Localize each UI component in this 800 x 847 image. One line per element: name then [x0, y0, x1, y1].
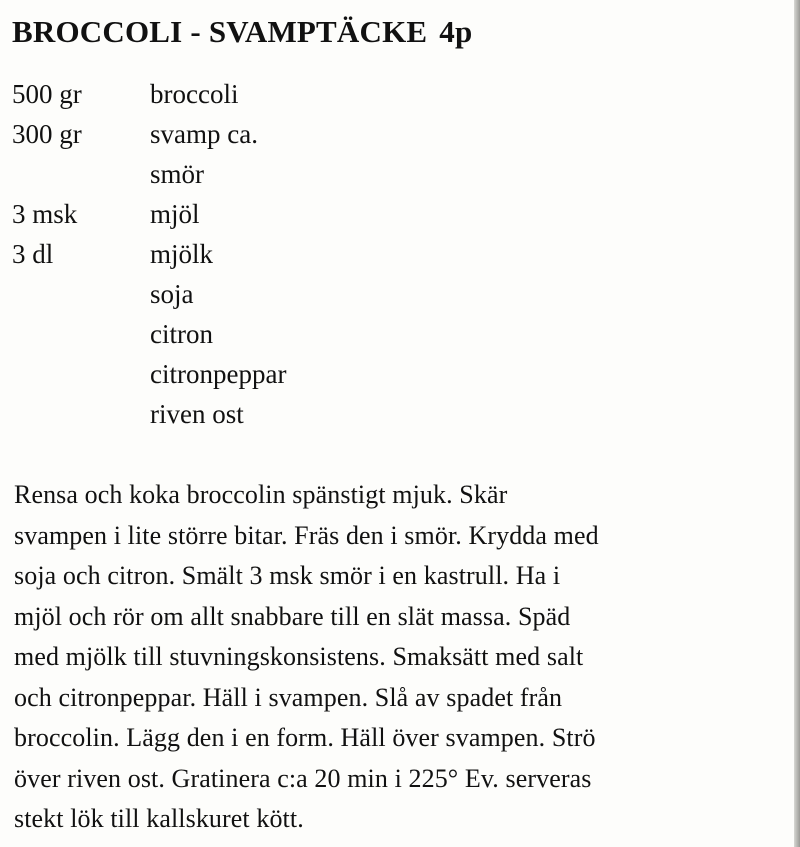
instruction-line: soja och citron. Smält 3 msk smör i en kastrull. Ha i — [14, 561, 561, 590]
instruction-line: stekt lök till kallskuret kött. — [14, 804, 304, 833]
ingredient-row — [12, 234, 286, 274]
ingredient-name: mjölk — [150, 239, 214, 269]
ingredient-row — [12, 314, 286, 354]
ingredient-amount: 3 msk — [12, 199, 78, 229]
ingredient-name: svamp ca. — [150, 119, 258, 149]
ingredient-amount — [12, 154, 150, 194]
instruction-line: och citronpeppar. Häll i svampen. Slå av spadet från — [14, 682, 563, 712]
ingredient-amount — [12, 394, 150, 434]
ingredient-name: riven ost — [150, 399, 244, 429]
ingredient-name: broccoli — [150, 79, 239, 109]
ingredient-amount — [12, 354, 150, 394]
ingredient-amount — [12, 274, 150, 314]
recipe-instructions — [14, 475, 794, 840]
ingredient-name: smör — [150, 159, 204, 189]
ingredient-amount: 300 gr — [12, 119, 82, 149]
ingredient-row — [12, 114, 286, 154]
ingredient-name: citronpeppar — [150, 359, 287, 389]
ingredient-amount: 500 gr — [12, 79, 82, 109]
instruction-line: med mjölk till stuvningskonsistens. Smaksätt med salt — [14, 642, 584, 671]
ingredient-list — [12, 74, 286, 434]
ingredient-name: citron — [150, 319, 213, 349]
ingredient-name: mjöl — [150, 199, 200, 229]
instruction-line: över riven ost. Gratinera c:a 20 min i 225° Ev. serveras — [14, 763, 592, 793]
ingredient-amount — [12, 314, 150, 354]
ingredient-row — [12, 74, 286, 114]
instruction-line: broccolin. Lägg den i en form. Häll över svampen. Strö — [14, 723, 596, 752]
ingredient-amount: 3 dl — [12, 239, 54, 269]
ingredient-row — [12, 154, 286, 194]
instruction-line: svampen i lite större bitar. Fräs den i smör. Krydda med — [14, 520, 599, 550]
instruction-line: Rensa och koka broccolin spänstigt mjuk. Skär — [14, 480, 508, 509]
recipe-servings: 4p — [439, 14, 473, 49]
ingredient-row — [12, 194, 286, 234]
scan-edge-shadow — [794, 0, 800, 847]
ingredient-row — [12, 274, 286, 314]
ingredient-row — [12, 394, 286, 434]
recipe-title-text: BROCCOLI - SVAMPTÄCKE — [12, 14, 428, 49]
ingredient-row — [12, 354, 286, 394]
recipe-title — [12, 10, 472, 54]
ingredient-name: soja — [150, 279, 194, 309]
instruction-line: mjöl och rör om allt snabbare till en slät massa. Späd — [14, 601, 571, 631]
